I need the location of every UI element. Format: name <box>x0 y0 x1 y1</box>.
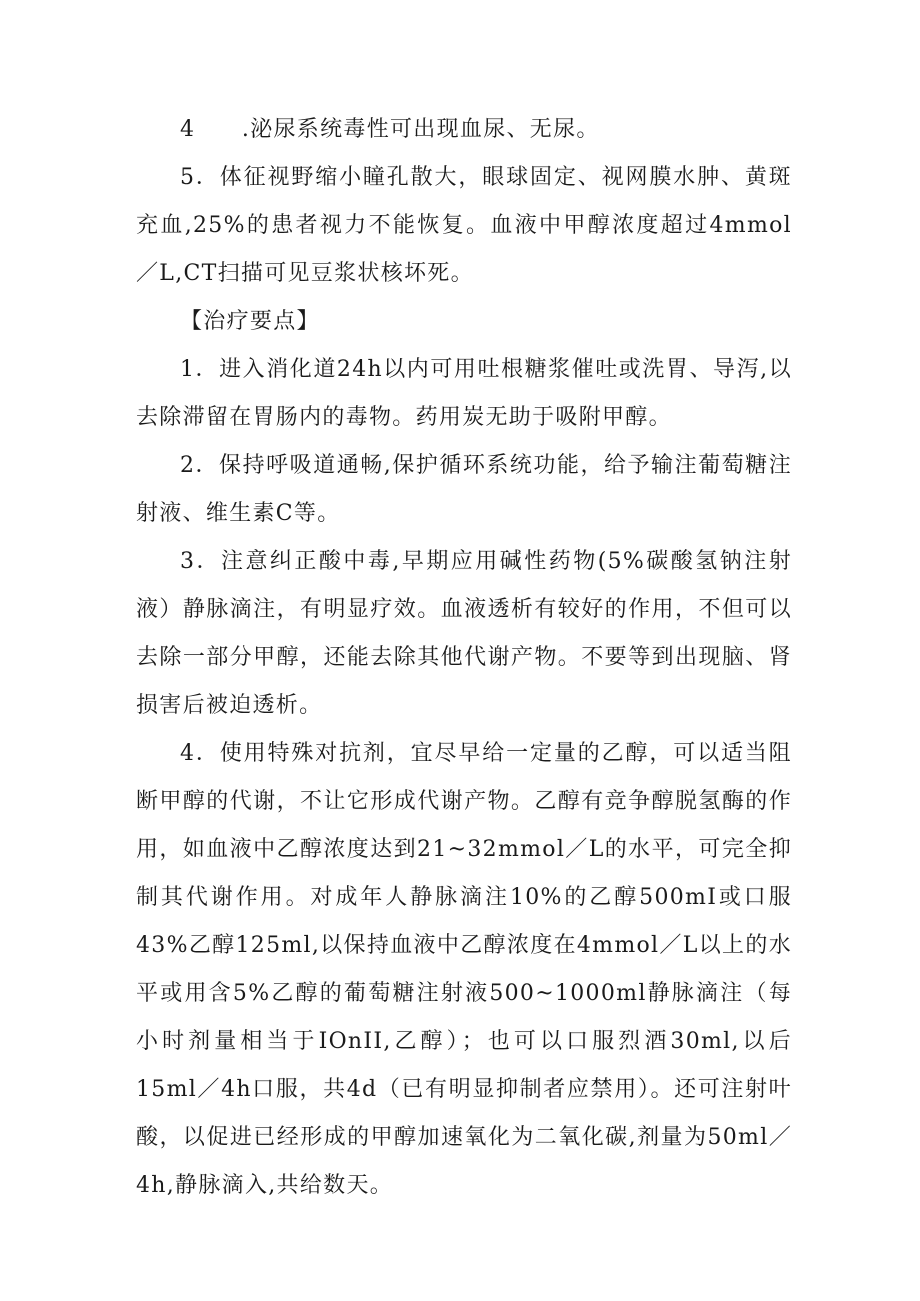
paragraph-treatment-3: 3．注意纠正酸中毒,早期应用碱性药物(5%碳酸氢钠注射液）静脉滴注，有明显疗效。血液透析有较好的作用，不但可以去除一部分甲醇，还能去除其他代谢产物。不要等到出现脑、肾损害后被迫透析。 <box>136 549 792 718</box>
paragraph-urinary-toxicity: 4 .泌尿系统毒性可出现血尿、无尿。 <box>180 117 600 142</box>
paragraph-treatment-2: 2．保持呼吸道通畅,保护循环系统功能，给予输注葡萄糖注射液、维生素C等。 <box>136 453 792 526</box>
section-heading-treatment: 【治疗要点】 <box>180 309 320 334</box>
paragraph-signs: 5．体征视野缩小瞳孔散大，眼球固定、视网膜水肿、黄斑充血,25%的患者视力不能恢复。血液中甲醇浓度超过4mmol／L,CT扫描可见豆浆状核坏死。 <box>136 165 792 286</box>
paragraph-treatment-1: 1．进入消化道24h以内可用吐根糖浆催吐或洗胃、导泻,以去除滞留在胃肠内的毒物。药用炭无助于吸附甲醇。 <box>136 357 792 430</box>
paragraph-treatment-4: 4．使用特殊对抗剂，宜尽早给一定量的乙醇，可以适当阻断甲醇的代谢，不让它形成代谢产物。乙醇有竞争醇脱氢酶的作用，如血液中乙醇浓度达到21~32mmol／L的水平，可完全抑制其代谢作用。对成年人静脉滴注10%的乙醇500mI或口服43%乙醇125ml,以保持血液中乙醇浓度在4mmol／L以上的水平或用含5%乙醇的葡萄糖注射液500~1000ml静脉滴注（每小时剂量相当于IOnII,乙醇）；也可以口服烈酒30ml,以后15ml／4h口服，共4d（已有明显抑制者应禁用）。还可注射叶酸，以促进已经形成的甲醇加速氧化为二氧化碳,剂量为50ml／4h,静脉滴入,共给数天。 <box>136 741 792 1198</box>
document-body <box>136 106 792 1210</box>
